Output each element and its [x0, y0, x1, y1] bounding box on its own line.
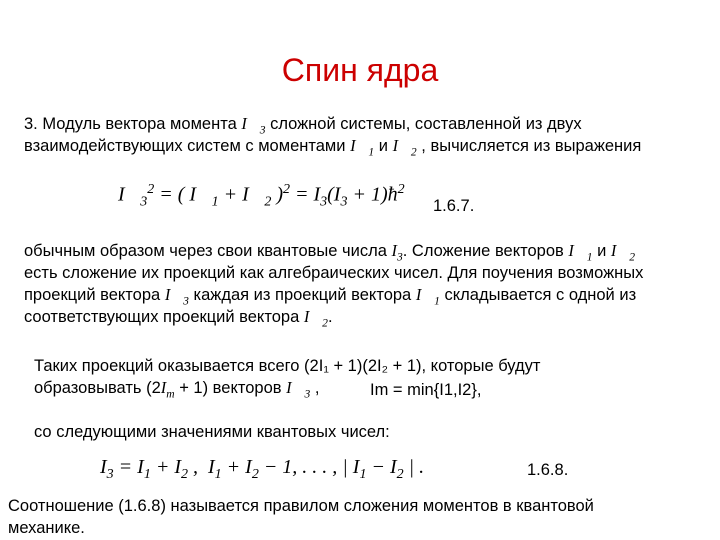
quantum-number-Im: $I_m$: [160, 378, 175, 401]
paragraph-projections-2: [34, 378, 319, 404]
text-segment: соответствующих проекций вектора: [24, 308, 304, 326]
vector-I1: $I⃗_1$: [568, 241, 593, 264]
paragraph-conclusion-1: Соотношение (1.6.8) называется правилом сложения моментов в квантовой: [8, 497, 594, 515]
text-segment: 3. Модуль вектора момента: [24, 115, 242, 133]
text-segment: + 1) векторов: [174, 379, 287, 397]
equation-tag-1-6-8: 1.6.8.: [527, 461, 569, 479]
vector-I2: $I⃗_2$: [303, 307, 328, 330]
paragraph-addition-2: есть сложение их проекций как алгебраических чисел. Для поучения возможных: [24, 264, 644, 282]
text-segment: сложной системы, составленной из двух: [265, 115, 582, 133]
equation-1-6-8: $I_3 = I_1 + I_2$ , $I_1 + I_2 - 1$, . . . , | $I_1 - I_2$ | .: [100, 456, 425, 482]
text-segment: , вычисляется из выражения: [416, 137, 642, 155]
paragraph-values-intro: со следующими значениями квантовых чисел:: [34, 423, 390, 441]
text-segment: ,: [310, 379, 320, 397]
vector-I2: $I⃗_2$: [392, 136, 417, 159]
paragraph-addition-4: [24, 307, 333, 333]
vector-I3: $I⃗_3$: [164, 285, 189, 308]
text-segment: каждая из проекций вектора: [188, 286, 416, 304]
vector-I2: $I⃗_2$: [610, 241, 635, 264]
equation-1-6-7: $I⃗_3^2$ = ( $I⃗_1$ + $I⃗_2$ )$^2 = I_3(I_3$ + $1)ħ^2$: [118, 182, 405, 210]
text-segment: и: [374, 137, 393, 155]
equation-tag-1-6-7: 1.6.7.: [433, 197, 475, 215]
paragraph-projections-1: Таких проекций оказывается всего (2I₁ + 1)(2I₂ + 1), которые будут: [34, 357, 541, 375]
text-segment: и: [592, 242, 611, 260]
text-segment: обычным образом через свои квантовые числа: [24, 242, 392, 260]
min-expression: Im = min{I1,I2},: [370, 381, 482, 399]
text-segment: .: [327, 308, 333, 326]
paragraph-intro-2: [24, 136, 641, 162]
slide-title: Спин ядра: [281, 52, 439, 88]
quantum-number-I3: $I_3$: [391, 241, 403, 264]
text-segment: . Сложение векторов: [402, 242, 569, 260]
text-segment: проекций вектора: [24, 286, 165, 304]
text-segment: образовывать (2: [34, 379, 161, 397]
vector-I3: $I⃗_3$: [241, 114, 266, 137]
paragraph-conclusion-2: механике.: [8, 519, 85, 537]
vector-I1: $I⃗_1$: [350, 136, 375, 159]
text-segment: складывается с одной из: [439, 286, 637, 304]
vector-I3: $I⃗_3$: [286, 378, 311, 401]
vector-I1: $I⃗_1$: [415, 285, 440, 308]
text-segment: взаимодействующих систем с моментами: [24, 137, 351, 155]
